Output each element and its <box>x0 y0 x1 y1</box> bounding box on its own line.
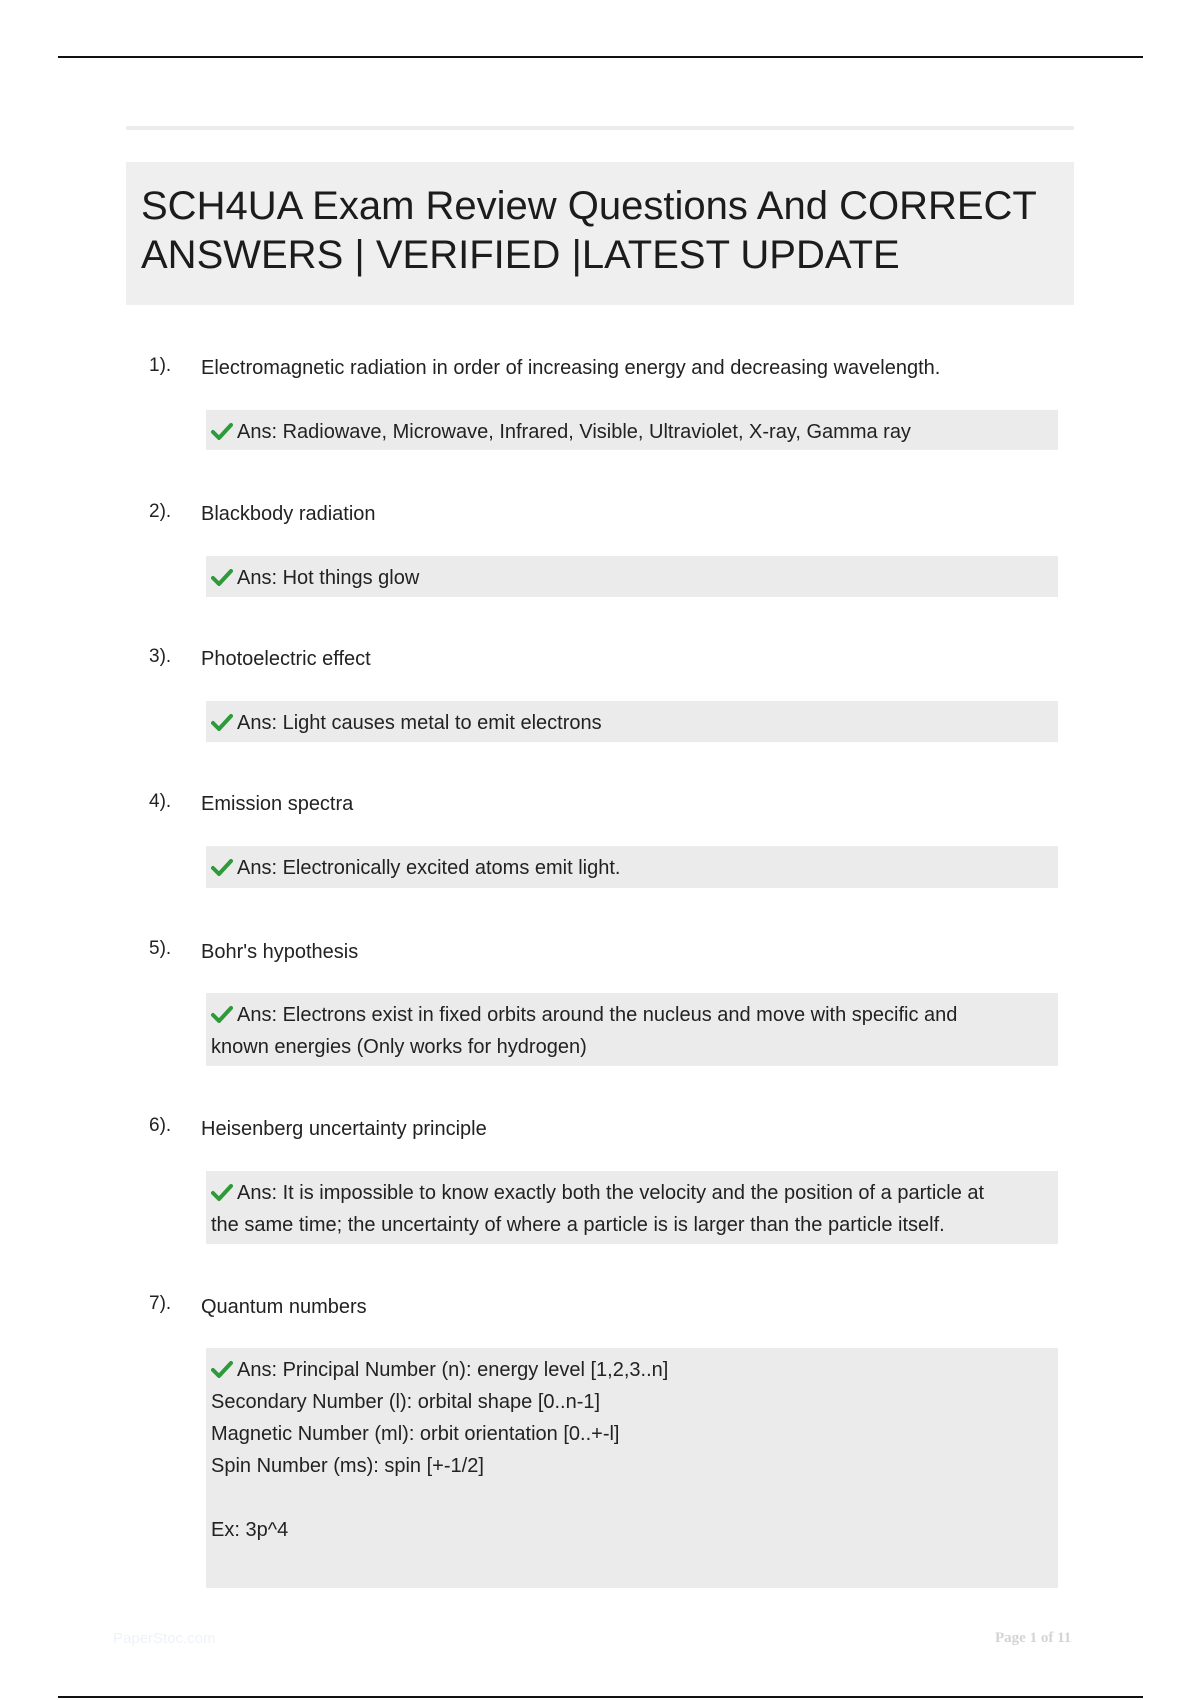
answer-box-1 <box>206 410 1058 450</box>
answer-box-7 <box>206 1348 1058 1588</box>
question-number: 4). <box>149 791 172 812</box>
answer-box-2 <box>206 556 1058 597</box>
answer-line <box>211 562 1048 594</box>
answer-line <box>211 707 1048 739</box>
check-icon <box>211 858 233 876</box>
check-icon <box>211 1183 233 1201</box>
answer-line: the same time; the uncertainty of where a particle is is larger than the particle itself. <box>211 1214 945 1236</box>
answer-line: Magnetic Number (ml): orbit orientation [0..+-l] <box>211 1423 620 1445</box>
question-number: 6). <box>149 1115 172 1136</box>
answer-line: known energies (Only works for hydrogen) <box>211 1036 587 1058</box>
answer-line: Spin Number (ms): spin [+-1/2] <box>211 1455 484 1477</box>
answer-text: Ans: Light causes metal to emit electrons <box>237 712 602 734</box>
check-icon <box>211 422 233 440</box>
question-text: Blackbody radiation <box>201 503 376 525</box>
check-icon <box>211 1005 233 1023</box>
answer-box-5 <box>206 993 1058 1066</box>
page-number: Page 1 of 11 <box>995 1630 1072 1646</box>
answer-text: Ans: Electrons exist in fixed orbits around the nucleus and move with specific and <box>237 1004 958 1026</box>
title-line-1: SCH4UA Exam Review Questions And CORRECT <box>141 184 1037 228</box>
answer-text: Ans: Electronically excited atoms emit light. <box>237 857 621 879</box>
question-number: 3). <box>149 646 172 667</box>
question-text: Heisenberg uncertainty principle <box>201 1118 487 1140</box>
answer-box-6 <box>206 1171 1058 1244</box>
title-line-2: ANSWERS | VERIFIED |LATEST UPDATE <box>141 233 900 277</box>
answer-text: Ans: Principal Number (n): energy level [1,2,3..n] <box>237 1359 669 1381</box>
blank-line <box>211 1482 1048 1514</box>
answer-text: Ans: It is impossible to know exactly both the velocity and the position of a particle at <box>237 1182 985 1204</box>
check-icon <box>211 568 233 586</box>
question-number: 2). <box>149 501 172 522</box>
header-divider <box>126 126 1074 130</box>
answer-line <box>211 416 1048 448</box>
question-text: Emission spectra <box>201 793 354 815</box>
question-text: Photoelectric effect <box>201 648 371 670</box>
answer-line <box>211 1354 1048 1386</box>
question-text: Quantum numbers <box>201 1296 367 1318</box>
question-number: 1). <box>149 355 172 376</box>
answer-line <box>211 999 1048 1031</box>
answer-line <box>211 852 1048 884</box>
top-rule <box>58 56 1143 58</box>
answer-line: Secondary Number (l): orbital shape [0..n-1] <box>211 1391 601 1413</box>
question-number: 5). <box>149 938 172 959</box>
page-title <box>141 182 1058 280</box>
answer-line: Ex: 3p^4 <box>211 1519 289 1541</box>
answer-text: Ans: Radiowave, Microwave, Infrared, Visible, Ultraviolet, X-ray, Gamma ray <box>237 421 911 443</box>
footer-watermark: PaperStoc.com <box>113 1630 216 1647</box>
question-number: 7). <box>149 1293 172 1314</box>
title-box <box>126 162 1074 305</box>
check-icon <box>211 713 233 731</box>
question-text: Bohr's hypothesis <box>201 941 359 963</box>
answer-box-4 <box>206 846 1058 888</box>
answer-line <box>211 1177 1048 1209</box>
answer-text: Ans: Hot things glow <box>237 567 420 589</box>
bottom-rule <box>58 1696 1143 1698</box>
answer-box-3 <box>206 701 1058 742</box>
check-icon <box>211 1360 233 1378</box>
question-text: Electromagnetic radiation in order of increasing energy and decreasing wavelength. <box>201 357 941 379</box>
